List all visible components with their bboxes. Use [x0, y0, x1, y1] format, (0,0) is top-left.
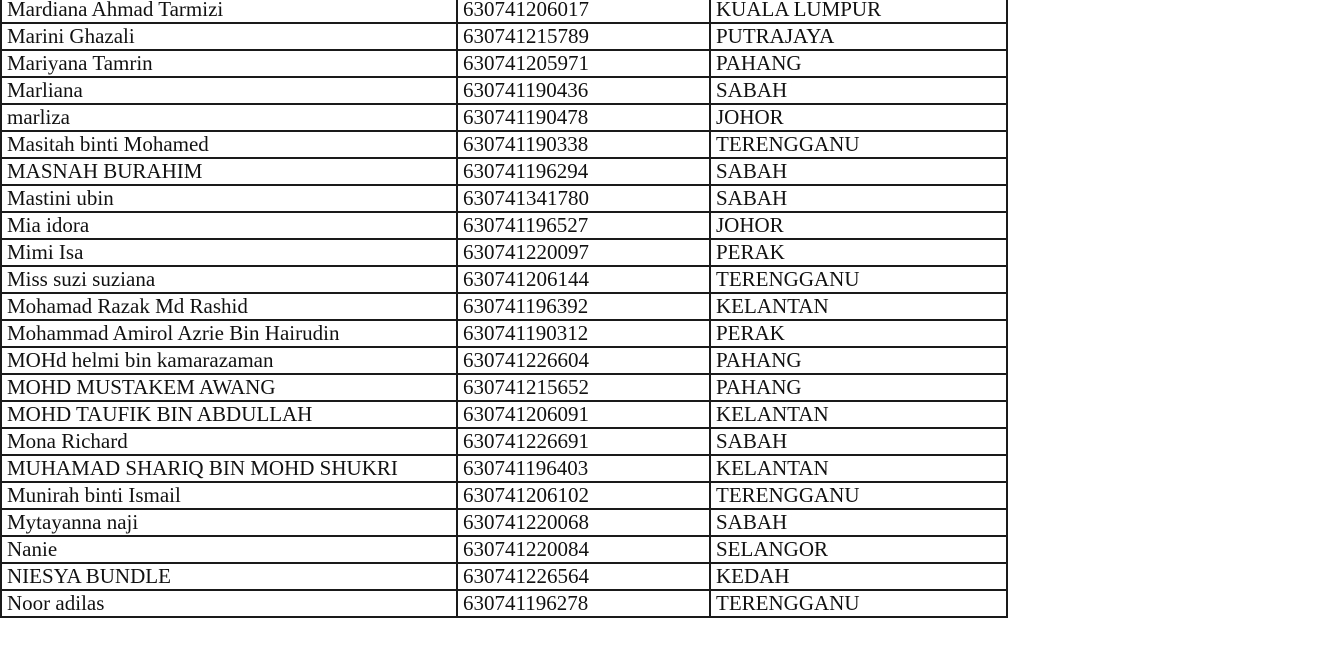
state-cell: PERAK — [710, 239, 1007, 266]
id-cell: 630741220068 — [457, 509, 710, 536]
id-cell: 630741226564 — [457, 563, 710, 590]
state-cell: TERENGGANU — [710, 131, 1007, 158]
id-cell: 630741206091 — [457, 401, 710, 428]
name-cell: Mona Richard — [1, 428, 457, 455]
table-row — [1, 536, 1007, 563]
table-row — [1, 428, 1007, 455]
table-row — [1, 374, 1007, 401]
name-cell: MOHD MUSTAKEM AWANG — [1, 374, 457, 401]
name-cell: NIESYA BUNDLE — [1, 563, 457, 590]
table-row — [1, 239, 1007, 266]
table-row — [1, 77, 1007, 104]
table-row — [1, 212, 1007, 239]
table-row — [1, 590, 1007, 617]
id-cell: 630741206017 — [457, 0, 710, 23]
state-cell: PAHANG — [710, 50, 1007, 77]
table-row — [1, 0, 1007, 23]
table-row — [1, 23, 1007, 50]
id-cell: 630741190338 — [457, 131, 710, 158]
name-cell: Noor adilas — [1, 590, 457, 617]
state-cell: TERENGGANU — [710, 266, 1007, 293]
name-cell: Mohamad Razak Md Rashid — [1, 293, 457, 320]
id-cell: 630741226604 — [457, 347, 710, 374]
table-row — [1, 563, 1007, 590]
state-cell: KUALA LUMPUR — [710, 0, 1007, 23]
name-cell: MUHAMAD SHARIQ BIN MOHD SHUKRI — [1, 455, 457, 482]
id-cell: 630741190436 — [457, 77, 710, 104]
id-cell: 630741205971 — [457, 50, 710, 77]
name-cell: Mimi Isa — [1, 239, 457, 266]
state-cell: TERENGGANU — [710, 590, 1007, 617]
name-cell: Marliana — [1, 77, 457, 104]
state-cell: PAHANG — [710, 374, 1007, 401]
state-cell: JOHOR — [710, 212, 1007, 239]
id-cell: 630741220097 — [457, 239, 710, 266]
state-cell: KELANTAN — [710, 293, 1007, 320]
id-cell: 630741196403 — [457, 455, 710, 482]
name-cell: Mardiana Ahmad Tarmizi — [1, 0, 457, 23]
name-cell: Nanie — [1, 536, 457, 563]
table-row — [1, 158, 1007, 185]
state-cell: PAHANG — [710, 347, 1007, 374]
name-cell: Mia idora — [1, 212, 457, 239]
name-cell: Masitah binti Mohamed — [1, 131, 457, 158]
state-cell: SELANGOR — [710, 536, 1007, 563]
state-cell: SABAH — [710, 428, 1007, 455]
id-cell: 630741196294 — [457, 158, 710, 185]
name-cell: Mytayanna naji — [1, 509, 457, 536]
records-table-body — [1, 0, 1007, 617]
id-cell: 630741190312 — [457, 320, 710, 347]
state-cell: SABAH — [710, 509, 1007, 536]
id-cell: 630741196278 — [457, 590, 710, 617]
id-cell: 630741196392 — [457, 293, 710, 320]
state-cell: KELANTAN — [710, 455, 1007, 482]
state-cell: JOHOR — [710, 104, 1007, 131]
state-cell: TERENGGANU — [710, 482, 1007, 509]
table-row — [1, 266, 1007, 293]
table-row — [1, 401, 1007, 428]
id-cell: 630741190478 — [457, 104, 710, 131]
name-cell: Miss suzi suziana — [1, 266, 457, 293]
id-cell: 630741206102 — [457, 482, 710, 509]
table-row — [1, 131, 1007, 158]
name-cell: MASNAH BURAHIM — [1, 158, 457, 185]
state-cell: SABAH — [710, 185, 1007, 212]
state-cell: KELANTAN — [710, 401, 1007, 428]
name-cell: MOHd helmi bin kamarazaman — [1, 347, 457, 374]
name-cell: MOHD TAUFIK BIN ABDULLAH — [1, 401, 457, 428]
table-row — [1, 509, 1007, 536]
id-cell: 630741220084 — [457, 536, 710, 563]
name-cell: Marini Ghazali — [1, 23, 457, 50]
table-row — [1, 320, 1007, 347]
id-cell: 630741206144 — [457, 266, 710, 293]
id-cell: 630741196527 — [457, 212, 710, 239]
table-row — [1, 347, 1007, 374]
id-cell: 630741341780 — [457, 185, 710, 212]
state-cell: SABAH — [710, 158, 1007, 185]
name-cell: Munirah binti Ismail — [1, 482, 457, 509]
table-row — [1, 50, 1007, 77]
table-row — [1, 482, 1007, 509]
state-cell: SABAH — [710, 77, 1007, 104]
table-row — [1, 104, 1007, 131]
id-cell: 630741215789 — [457, 23, 710, 50]
name-cell: Mastini ubin — [1, 185, 457, 212]
state-cell: PUTRAJAYA — [710, 23, 1007, 50]
id-cell: 630741215652 — [457, 374, 710, 401]
table-row — [1, 185, 1007, 212]
state-cell: KEDAH — [710, 563, 1007, 590]
id-cell: 630741226691 — [457, 428, 710, 455]
name-cell: Mariyana Tamrin — [1, 50, 457, 77]
name-cell: marliza — [1, 104, 457, 131]
table-row — [1, 293, 1007, 320]
name-cell: Mohammad Amirol Azrie Bin Hairudin — [1, 320, 457, 347]
state-cell: PERAK — [710, 320, 1007, 347]
table-row — [1, 455, 1007, 482]
